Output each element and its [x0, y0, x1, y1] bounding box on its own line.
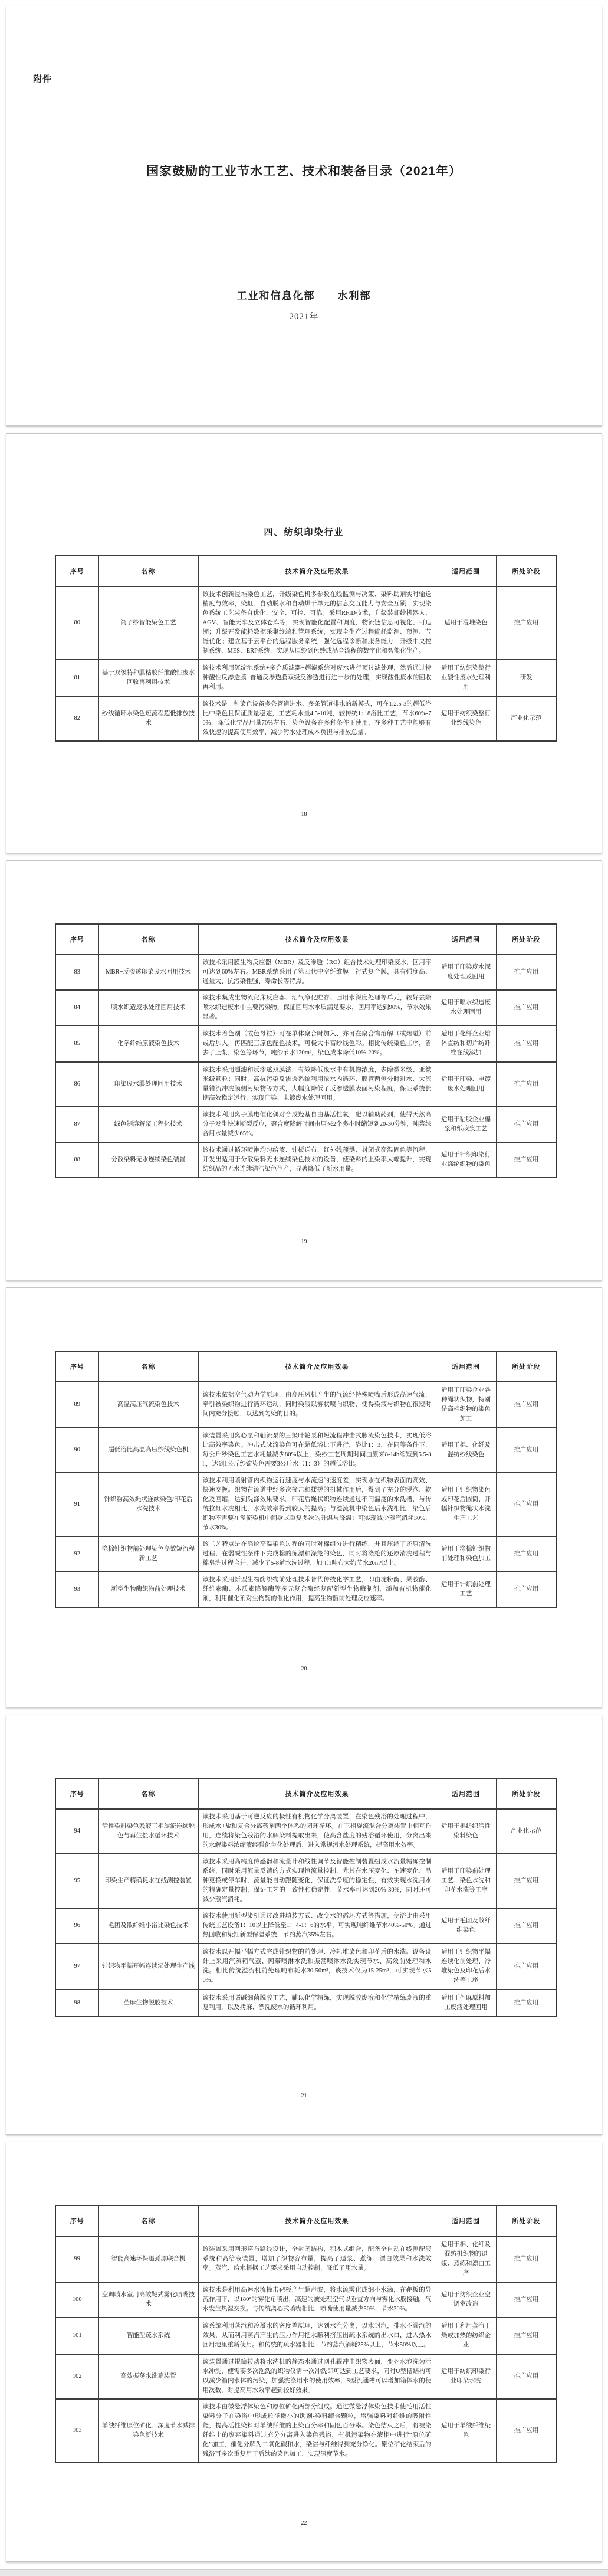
- row-scope: 适用于毛团及散纤维染色: [436, 1908, 496, 1944]
- row-scope: 适用于棉、化纤及混纺机织物的退浆、煮练和漂白工序: [436, 2236, 496, 2282]
- col-header-stage: 所处阶段: [496, 1778, 557, 1809]
- row-number: 93: [55, 1572, 98, 1607]
- table-header-row: [55, 2205, 557, 2236]
- row-description: 该装置采用离心泵和轴流泵的三级叶轮泵和短流程冲击式脉流染色技术，实现低浴比高效率染色。冲击式脉流染色可在超低浴比下进行，浴比1：3，在同等条件下，每公斤纱染色工艺水耗量减少80%以上，染纱工艺周期时间由原来8-14h缩短到5.5-8h，达到1公斤纱锭染色需要3公斤水（1：3）的超低浴比。: [198, 1428, 436, 1473]
- row-stage: 推广应用: [496, 586, 557, 660]
- row-name: 苎麻生物脱胶技术: [98, 1990, 198, 2017]
- row-scope: 适用于棉、化纤及混纺纱线染色: [436, 1428, 496, 1473]
- section-title: 四、纺织印染行业: [264, 527, 344, 538]
- row-stage: 推广应用: [496, 1142, 557, 1178]
- row-stage: 推广应用: [496, 1990, 557, 2017]
- row-scope: 适用于苎麻原料加工废液处理回用: [436, 1990, 496, 2017]
- table-row: [55, 660, 557, 696]
- row-name: 针织物高效绳状连续染色/印花后水洗技术: [98, 1473, 198, 1536]
- row-stage: 推广应用: [496, 1536, 557, 1572]
- row-stage: 研发: [496, 660, 557, 696]
- row-stage: 推广应用: [496, 1572, 557, 1607]
- row-stage: 推广应用: [496, 1107, 557, 1142]
- col-header-desc: 技术简介及应用效果: [198, 2205, 436, 2236]
- document-page-19: [6, 860, 602, 1280]
- row-number: 82: [55, 696, 98, 741]
- row-name: MBR+反渗透印染废水回用技术: [98, 955, 198, 990]
- col-header-scope: 适用范围: [436, 2205, 496, 2236]
- row-number: 91: [55, 1473, 98, 1536]
- row-number: 80: [55, 586, 98, 660]
- row-description: 该工艺特点是在涤纶高温染色过程的同时对棉组分进行精练，并且压缩了还原清洗过程，在弱碱性条件下完成棉的练漂和涤纶的染色，同时将涤纶的还原清洗过程与棉皂洗过程合并，减少了5-8道水洗过程，加工1吨布大约节水20m³以上。: [198, 1536, 436, 1572]
- table-row: [55, 1473, 557, 1536]
- page-number: 19: [301, 1238, 307, 1245]
- row-description: 该技术通过循环喷淋均匀给液、针板送布、红外线预烘、封闭式高温固色等流程，开发出适用于分散染料无水连续染色技术的设备，使染料的上染率大幅提升，实现纺织品的无水连续清洁染色生产，显著降低了新水用量。: [198, 1142, 436, 1178]
- row-number: 81: [55, 660, 98, 696]
- row-scope: 适用于针织物平幅连续化前处理、冷堆染色及印花后水洗等工序: [436, 1944, 496, 1990]
- col-header-no: 序号: [55, 924, 98, 955]
- row-description: 该技术依据空气动力学原理，由高压风机产生的气流经特殊喷嘴后形成高速气流，牵引被染织物进行循环运动，同时染液以雾状喷向织物，使得染液与织物在很短时间内充分接触，以达到匀染的目的。: [198, 1382, 436, 1428]
- col-header-desc: 技术简介及应用效果: [198, 1778, 436, 1809]
- col-header-stage: 所处阶段: [496, 2205, 557, 2236]
- table-row: [55, 1854, 557, 1908]
- row-name: 印染生产精确耗水在线测控装置: [98, 1854, 198, 1908]
- col-header-name: 名称: [98, 1778, 198, 1809]
- table-row: [55, 2318, 557, 2354]
- row-description: 该技术是一种染色设备多条管道进水、多条管道排水的新模式，可在1:2.5-3的超低浴比中染色且保证质量稳定，工艺耗水量4.5-10吨，较传统1：8浴比工艺，节水60%-70%，降低化学品用量70%左右，染色设备在多种条件下使用，在多种工艺中能够有效快速的提高使用效率，减少污水处理成本负担与排放总量。: [198, 696, 436, 741]
- col-header-scope: 适用范围: [436, 924, 496, 955]
- page-number: 21: [301, 2093, 307, 2099]
- row-scope: 适用于纺织企业空调室改造: [436, 2282, 496, 2318]
- row-number: 97: [55, 1944, 98, 1990]
- document-title: 国家鼓励的工业节水工艺、技术和装备目录（2021年）: [146, 165, 462, 178]
- col-header-desc: 技术简介及应用效果: [198, 556, 436, 586]
- row-stage: 推广应用: [496, 1025, 557, 1062]
- row-number: 99: [55, 2236, 98, 2282]
- table-row: [55, 1908, 557, 1944]
- table-header-row: [55, 1351, 557, 1382]
- row-description: 该系统利用蒸汽和冷凝水的密度差原理，达到水汽分离，以水封汽，排水不漏汽的效果，从而利用蒸汽产生的压力作用把水顺利挤压出疏水系统的出水口，进入热水回用池里重新使用。和传统的疏水器相比，节约蒸汽消耗25%以上，节水50%以上。: [198, 2318, 436, 2354]
- row-number: 96: [55, 1908, 98, 1944]
- row-number: 83: [55, 955, 98, 990]
- row-stage: 产业化示范: [496, 696, 557, 741]
- row-name: 超低浴比高温高压纱线染色机: [98, 1428, 198, 1473]
- col-header-stage: 所处阶段: [496, 556, 557, 586]
- page-number: 20: [301, 1666, 307, 1672]
- row-scope: 适用于针织前处理工艺: [436, 1572, 496, 1607]
- col-header-name: 名称: [98, 556, 198, 586]
- table-row: [55, 1536, 557, 1572]
- document-page-21: [6, 1715, 602, 2135]
- publication-year: 2021年: [289, 312, 319, 322]
- row-name: 针织物平幅开幅连续湿处理生产线: [98, 1944, 198, 1990]
- row-name: 喷水织造废水处理回用技术: [98, 990, 198, 1025]
- row-scope: 适用于粘胶企业棉浆和纸改浆工艺: [436, 1107, 496, 1142]
- row-number: 94: [55, 1809, 98, 1854]
- col-header-name: 名称: [98, 924, 198, 955]
- row-stage: 推广应用: [496, 1382, 557, 1428]
- row-scope: 适用于化纤企业熔体直纺和切片纺纤维在线添加: [436, 1025, 496, 1062]
- col-header-no: 序号: [55, 556, 98, 586]
- row-stage: 推广应用: [496, 2399, 557, 2463]
- table-row: [55, 2399, 557, 2463]
- catalog-table: [55, 2205, 557, 2463]
- table-row: [55, 1142, 557, 1178]
- row-description: 该技术集成生物流化床反应器、沼气净化贮存、回用水深度处理等单元，较好去除喷水织造废水中主要污染物，保证回用水水质满足要求，回用率达到90%，节水效果显著。: [198, 990, 436, 1025]
- page-number: 18: [301, 811, 307, 818]
- row-name: 高温高压气流染色技术: [98, 1382, 198, 1428]
- row-scope: 适用于涤棉针织物前处理和染色加工: [436, 1536, 496, 1572]
- row-scope: 适用于羊绒纤维染色: [436, 2399, 496, 2463]
- row-description: 该技术利用离子膜电催化偶对合成羟基自由基活性氧，配以辅助药剂，使得天然高分子发生快速断裂反应，聚合度降解时间由原来2个多小时缩短到20-30分钟，吨浆综合用水量减少65%。: [198, 1107, 436, 1142]
- row-number: 90: [55, 1428, 98, 1473]
- col-header-scope: 适用范围: [436, 1351, 496, 1382]
- viewer-bottom-edge: [0, 2569, 608, 2576]
- table-row: [55, 1107, 557, 1142]
- row-stage: 推广应用: [496, 1473, 557, 1536]
- row-name: 涤棉针织物前处理染色高效短流程新工艺: [98, 1536, 198, 1572]
- catalog-table: [55, 1351, 557, 1608]
- row-stage: 产业化示范: [496, 1809, 557, 1854]
- row-scope: 适用于喷水织造废水处理回用: [436, 990, 496, 1025]
- row-stage: 推广应用: [496, 2354, 557, 2399]
- col-header-name: 名称: [98, 2205, 198, 2236]
- row-description: 该技术使用新型染机通过改进填装方式、改变水的循环方式等措施，使浴比由采用传统工艺设备1：10以上降低至1：4-1：6的水平，可实现吨纤维节水40%-50%。通过热回收和染缸新型保温系统，节约蒸汽35%左右。: [198, 1908, 436, 1944]
- row-name: 筒子纱智能染色工艺: [98, 586, 198, 660]
- row-description: 该技术是利用高速水流撞击靶板产生超声波，将水流雾化成细小水滴，在靶板的导流作用下，以180°的雾化角喷出，高速的被处理空气以垂直方向与雾化水膜接触，气水发生热湿交换。与传统离心式喷嘴相比，喷嘴使用量减少50%，节水30%。: [198, 2282, 436, 2318]
- row-name: 印染废水膜处理回用技术: [98, 1062, 198, 1107]
- col-header-scope: 适用范围: [436, 1778, 496, 1809]
- row-description: 该技术采用超滤和反渗透双膜法，有效降低废水中有机物浓度，去除微米级、亚微米级颗粒；同时，高抗污染反渗透系统利用浓水内循环、膜管两侧分时进水、大流量错流冲洗膜侧污染物等方式，大幅度降低了反渗透膜表面污染程度，保证系统长期高效稳定运行，实现印染、电镀废水处理回用。: [198, 1062, 436, 1107]
- row-name: 分散染料无水连续染色装置: [98, 1142, 198, 1178]
- row-name: 化学纤维原液染色技术: [98, 1025, 198, 1062]
- row-number: 84: [55, 990, 98, 1025]
- row-description: 该技术采用新型生物酶织物前处理技术替代传统化学工艺，即由淀粉酶、果胶酶、纤维素酶、木质素降解酶等多元复合酶经复配新型生物酶制剂，添加有机物催化剂，利用催化剂对生物酶的催化作用，提高生物酶前处理反应速率。: [198, 1572, 436, 1607]
- row-stage: 推广应用: [496, 1854, 557, 1908]
- row-name: 高效振荡水洗箱装置: [98, 2354, 198, 2399]
- table-row: [55, 1062, 557, 1107]
- table-row: [55, 990, 557, 1025]
- row-description: 该技术利用沉淀池系统+多介质滤器+超滤系统对废水进行预过滤处理，然后通过特种酸性反渗透膜+普通反渗透膜双级反渗透进行进一步的处理，实现酸性废水的回收再利用。: [198, 660, 436, 696]
- row-number: 103: [55, 2399, 98, 2463]
- row-number: 98: [55, 1990, 98, 2017]
- table-row: [55, 1944, 557, 1990]
- row-description: 该技术采用高精度传感器和流量计和线性调节及智能控制装置组成水流量精确控制系统，同时采用流量反馈的方式实现恒流量控制，尤其在水压变化、车速变化、品种更换或停车时，流量能自动跟随变化，保证洗净度的稳定性，有效实现水洗用水的精确定量控制，保证工艺的一致性和稳定性，节水率可达到20%-30%，同时还可减少蒸汽消耗。: [198, 1854, 436, 1908]
- row-stage: 推广应用: [496, 2282, 557, 2318]
- row-description: 该技术由微悬浮体染色和原位矿化两部分组成。通过微悬浮体染色技术使毛用活性染料分子在染浴中形成粒径微小的助剂-染料缔合颗粒，增强染料对纤维的吸附性能，提高活性染料对羊绒纤维的上染百分率和固色百分率。染色结束之后，将被染纤维上的废弃染料通过充分分离进入染色残浴，有机污染物在液相中进行“原位矿化”加工，催化分解为二氧化碳和水，染浴与纤维得到充分净化。原位矿化结束后的残浴可多次重复用于后续的染色加工，实现深度节水。: [198, 2399, 436, 2463]
- row-name: 纱线循环水染色短流程超低排放技术: [98, 696, 198, 741]
- table-header-row: [55, 924, 557, 955]
- row-description: 该技术利用喷射管内织物运行速度与水流速的速度差，实现水在织物表面的高效、快速交换。织物在流道中经多次撞击和揉搓的机械作用后，得到了充分的浸泡、软化及回缩，达到洗涤效果要求。印花后绳状织物连续通过不同温度的水洗槽，与传统拉缸水洗相比，水洗效率得到较大的提高；与溢流机中染色后水洗相比，染色后织物不需要在溢流染机中间歇式重复多次的升温与降温；可实现减少蒸汽消耗30%，节水30%。: [198, 1473, 436, 1536]
- row-scope: 适用于纺织染整行业酸性废水处理利用: [436, 660, 496, 696]
- document-page-20: [6, 1287, 602, 1707]
- row-number: 101: [55, 2318, 98, 2354]
- row-number: 85: [55, 1025, 98, 1062]
- catalog-table: [55, 1778, 557, 2017]
- row-description: 该技术着色剂（或色母粒）可在单体聚合时加入、亦可在聚合物溶解（或熔融）前或后加入，再匹配三原色配色技术，可极大丰富纱线色彩。相比传统染色工序，省去了上浆、染色等环节，吨纱节水120m³，染色成本降低10%-20%。: [198, 1025, 436, 1062]
- catalog-table: [55, 923, 557, 1178]
- row-scope: 适用于浸堆染色: [436, 586, 496, 660]
- row-scope: 适用于棉纺织活性染料染色: [436, 1809, 496, 1854]
- col-header-desc: 技术简介及应用效果: [198, 1351, 436, 1382]
- row-scope: 适用于利用蒸汽干燥或加热的纺织企业: [436, 2318, 496, 2354]
- row-scope: 适用于纺织染整行业纱线染色: [436, 696, 496, 741]
- row-number: 92: [55, 1536, 98, 1572]
- table-header-row: [55, 556, 557, 586]
- row-stage: 推广应用: [496, 990, 557, 1025]
- row-scope: 适用于针织物染色或印花后圆筒、开幅针织物绳状水洗生产工艺: [436, 1473, 496, 1536]
- row-stage: 推广应用: [496, 2236, 557, 2282]
- row-scope: 适用于印染前处理工艺、染色水洗和印花水洗等工序: [436, 1854, 496, 1908]
- col-header-no: 序号: [55, 2205, 98, 2236]
- row-scope: 适用于印染废水深度处理及回用: [436, 955, 496, 990]
- row-number: 87: [55, 1107, 98, 1142]
- row-stage: 推广应用: [496, 1428, 557, 1473]
- row-scope: 适用于纺织印染行业印染水洗: [436, 2354, 496, 2399]
- document-page-18: [6, 433, 602, 853]
- row-number: 95: [55, 1854, 98, 1908]
- row-scope: 适用于印染企业各种绳状织物，特别是高档织物的染色加工: [436, 1382, 496, 1428]
- row-stage: 推广应用: [496, 1062, 557, 1107]
- col-header-no: 序号: [55, 1351, 98, 1382]
- row-description: 该装置通过辊筒转动将水洗机的静态水通过网孔辊冲击织物表面，变死水泡洗为活水冲洗，使需要多次泡洗的织物仅需一次冲洗即可达到工艺要求，同时U型槽结构可以减少箱内水体的污染，加强洗涤用水的使用效率，S型流通槽可以增加箱体水的使用次数，对提高用水效率起到较好效果。: [198, 2354, 436, 2399]
- row-name: 新型生物酶织物前处理技术: [98, 1572, 198, 1607]
- col-header-stage: 所处阶段: [496, 924, 557, 955]
- row-scope: 适用于印染、电镀废水处理回用: [436, 1062, 496, 1107]
- table-row: [55, 1572, 557, 1607]
- row-stage: 推广应用: [496, 1944, 557, 1990]
- row-description: 该技术采用基于可逆反应的极性有机物化学分离装置，在染色残浴的处理过程中，形成水+盐和复合分离药剂两个体系的闭环循环。在三相旋流混合分离装置中相互作用，连续将染色残浴的水解染料提取出来，使高含盐度的残浴循环使用，分离出来的水解染料浓缩液经强化生化处理后，进入常规污水处理系统，提高用水效率。: [198, 1809, 436, 1854]
- row-name: 基于双级特种膜粘胶纤维酸性废水回收再利用技术: [98, 660, 198, 696]
- col-header-scope: 适用范围: [436, 556, 496, 586]
- row-name: 空调喷水室用高效靶式雾化喷嘴技术: [98, 2282, 198, 2318]
- issuing-agencies: 工业和信息化部 水利部: [236, 290, 372, 301]
- table-row: [55, 586, 557, 660]
- row-description: 该技术采用嗜碱细菌脱胶工艺，辅以化学精练，实现脱胶废液和化学精练废液的重复利用，以及拷麻、漂洗废水的循环利用。: [198, 1990, 436, 2017]
- table-row: [55, 2354, 557, 2399]
- document-page-22: [6, 2142, 602, 2562]
- row-number: 89: [55, 1382, 98, 1428]
- row-name: 绿色制溶解浆工程化技术: [98, 1107, 198, 1142]
- row-stage: 推广应用: [496, 2318, 557, 2354]
- row-scope: 适用于针织印染行业涤纶织物的染色: [436, 1142, 496, 1178]
- row-name: 智能型疏水系统: [98, 2318, 198, 2354]
- table-row: [55, 1990, 557, 2017]
- row-stage: 推广应用: [496, 955, 557, 990]
- row-description: 该技术创新浸堆染色工艺，升级染色机多参数在线监测与决策、染料助剂实时输送精度与效率，染缸、自动脱水和自动烘干单元的信息交互能力与安全互锁，实现染色系统工艺装备自优化、安全、可控、可靠；采用RFID技术，升级装卸纱机器人、AGV、智能天车及立体仓库等，实现智能化配置和调度，物流链信息可视化、可追溯；升级开发能耗数据采集终端和管理系统，实现全生产过程能耗监测、预测、节能优化；建立基于云平台的远程服务系统，强化远程诊断和服务能力；升级中央控制系统、MES、ERP系统，实现从原纱到色纱成品全流程的数字化和智能化生产。: [198, 586, 436, 660]
- cover-page: [6, 6, 602, 426]
- row-name: 智能高速环保退煮漂联合机: [98, 2236, 198, 2282]
- row-stage: 推广应用: [496, 1908, 557, 1944]
- col-header-name: 名称: [98, 1351, 198, 1382]
- row-description: 该技术采用膜生物反应器（MBR）及反渗透（RO）组合技术处理印染废水，回用率可达到60%左右。MBR系统采用了第四代中空纤维膜—衬式复合膜，具有强度高、通量大、抗污染性强、寿命长等特点。: [198, 955, 436, 990]
- row-number: 88: [55, 1142, 98, 1178]
- col-header-desc: 技术简介及应用效果: [198, 924, 436, 955]
- table-row: [55, 1382, 557, 1428]
- table-row: [55, 1809, 557, 1854]
- row-name: 活性染料染色残液三相旋流连续脱色与再生盐水循环技术: [98, 1809, 198, 1854]
- row-description: 该装置采用回形穿布路线设计，全封闭结构，积木式组合，配备全自动在线测配液系统和高给液装置，增加了织物容布量，提高了退浆、煮练、漂白效果和水洗效率。蒸汽、给水根据工艺要求采用自动控制，降低了用水量。: [198, 2236, 436, 2282]
- col-header-no: 序号: [55, 1778, 98, 1809]
- table-header-row: [55, 1778, 557, 1809]
- table-row: [55, 955, 557, 990]
- row-name: 毛团及散纤维小浴比染色技术: [98, 1908, 198, 1944]
- table-row: [55, 2282, 557, 2318]
- table-row: [55, 1025, 557, 1062]
- row-number: 86: [55, 1062, 98, 1107]
- row-description: 该技术以开幅平幅方式完成针织物的前处理、冷轧堆染色和印花后的水洗。设备设计上采用汽蒸箱气蒸、网带喷淋水洗和振荡喷淋水洗实现节水、高效前处理和水洗。相比传统溢流机前处理吨布耗水30-50m³，该技术仅为15-25m³，可实现节水50%。: [198, 1944, 436, 1990]
- attachment-label: 附件: [33, 74, 52, 84]
- row-number: 100: [55, 2282, 98, 2318]
- table-row: [55, 2236, 557, 2282]
- table-row: [55, 696, 557, 741]
- catalog-table: [55, 555, 557, 742]
- row-number: 102: [55, 2354, 98, 2399]
- page-number: 22: [301, 2520, 307, 2526]
- table-row: [55, 1428, 557, 1473]
- row-name: 羊绒纤维原位矿化、深度节水减排染色新技术: [98, 2399, 198, 2463]
- col-header-stage: 所处阶段: [496, 1351, 557, 1382]
